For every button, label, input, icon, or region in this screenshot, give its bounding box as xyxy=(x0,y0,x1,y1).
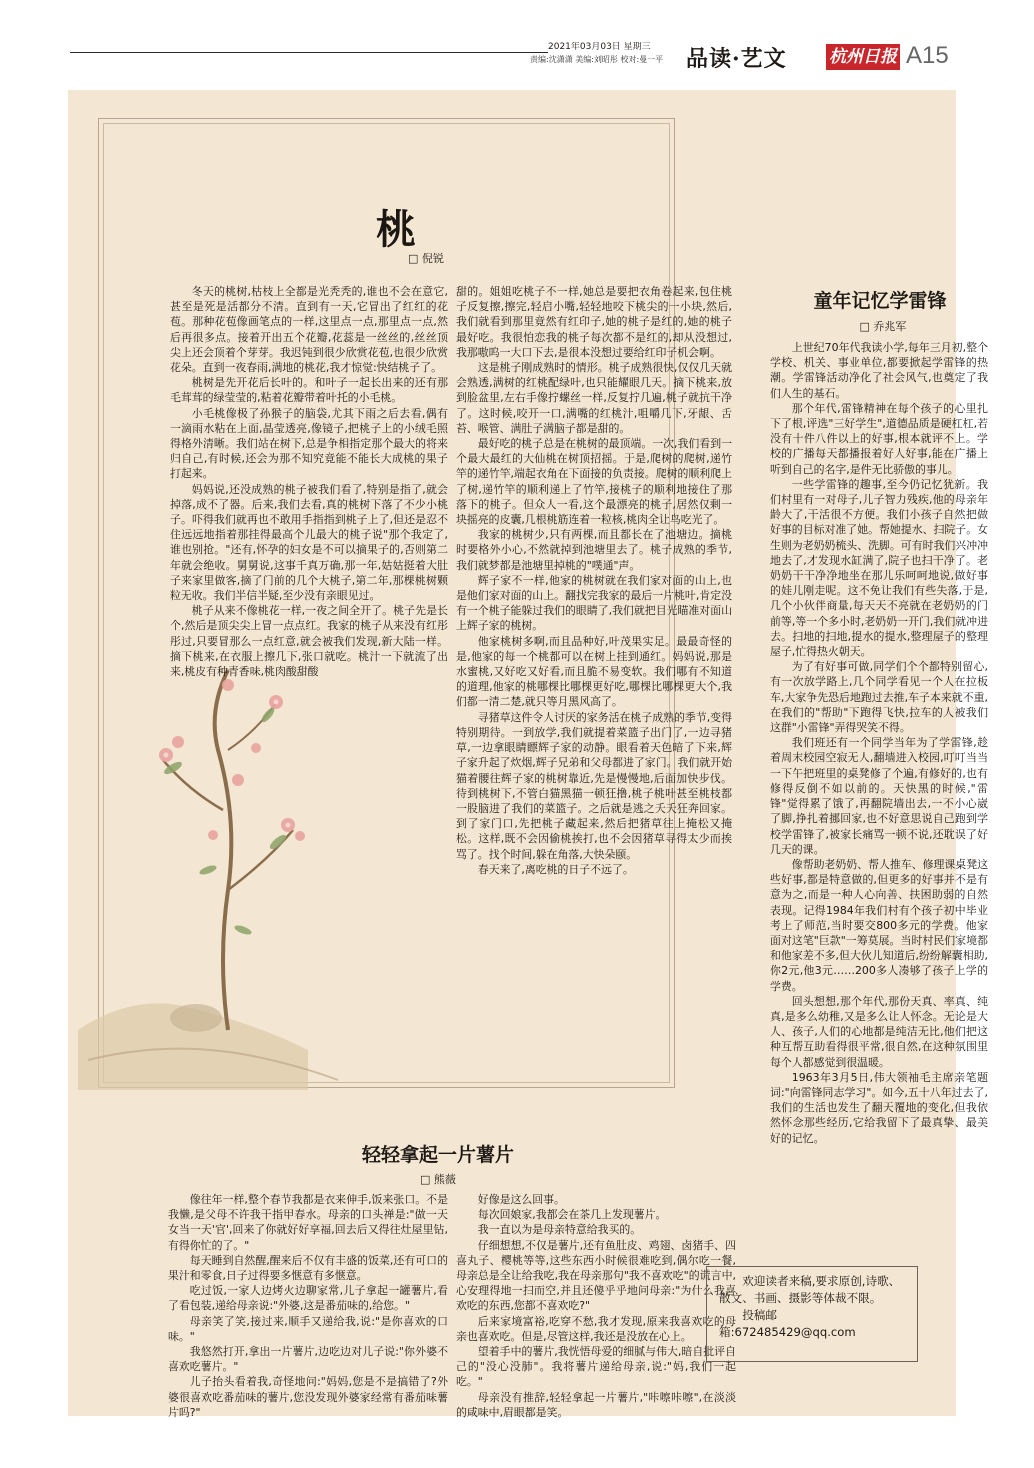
paragraph: 我一直以为是母亲特意给我买的。 xyxy=(477,1223,642,1237)
paragraph: 我悠然打开,拿出一片薯片,边吃边对儿子说:"你外婆不喜欢吃薯片。" xyxy=(168,1345,448,1374)
paragraph: 仔细想想,不仅是薯片,还有鱼肚皮、鸡翅、卤猪手、四喜丸子、樱桃等等,这些东西小时候很难吃到,偶尔吃一餐,母亲总是全让给我吃,我在母亲那句"我不喜欢吃"的谎言中,心安理得地一扫而空,并且还傻乎乎地问母亲:"为什么我喜欢吃的东西,您都不喜欢吃?" xyxy=(456,1238,736,1313)
paragraph: 吃过饭,一家人边烤火边聊家常,儿子拿起一罐薯片,看了看包装,递给母亲说:"外婆,这是番茄味的,给您。" xyxy=(168,1284,448,1313)
paragraph: 上世纪70年代我读小学,每年三月初,整个学校、机关、事业单位,都要掀起学雷锋的热潮。学雷锋活动净化了社会风气,也奠定了我们人生的基石。 xyxy=(770,341,988,400)
paragraph: 桃子从来不像桃花一样,一夜之间全开了。桃子先是长个,然后是顶尖尖上冒一点点红。我家的桃子从来没有红彤彤过,只要冒那么一点红意,就会被我们发现,新大陆一样。摘下桃来,在衣服上擦几下,张口就吃。桃汁一下就流了出来,桃皮有种青香味,桃肉酸甜酸 xyxy=(170,604,448,679)
tao-byline: □ 倪锐 xyxy=(408,252,444,265)
section-title: 品读·艺文 xyxy=(686,46,787,72)
paragraph: 他家桃树多啊,而且品种好,叶茂果实足。最最奇怪的是,他家的每一个桃都可以在树上挂到通红。妈妈说,那是水蜜桃,又好吃又好看,而且脆不易变软。我们哪有不知道的道理,他家的桃哪棵比哪棵更好吃,哪棵比哪棵更大个,我们都一清二楚,就只等月黑风高了。 xyxy=(456,634,732,709)
shupian-column-2 xyxy=(456,1192,736,1468)
masthead xyxy=(0,0,1034,82)
paragraph: 每天睡到自然醒,醒来后不仅有丰盛的饭菜,还有可口的果汁和零食,日子过得要多惬意有多惬意。 xyxy=(168,1253,448,1283)
tao-column-1 xyxy=(170,284,448,1004)
paragraph: 那个年代,雷锋精神在每个孩子的心里扎下了根,评选"三好学生",道德品质是硬杠杠,若没有十件八件以上的好事,根本就评不上。学校的广播每天都播报着好人好事,能在广播上听到自己的名字,是件无比骄傲的事儿。 xyxy=(770,401,988,476)
issue-date: 2021年03月03日 星期三 xyxy=(548,42,651,52)
paragraph: 寻猪草这件令人讨厌的家务活在桃子成熟的季节,变得特别期待。一到放学,我们就提着菜篮子出门了,一边寻猪草,一边拿眼睛瞟辉子家的动静。眼看着天色暗了下来,辉子家升起了炊烟,辉子兄弟和父母都进了家门。我们就开始猫着腰往辉子家的桃树靠近,先是慢慢地,后面加快步伐。待到桃树下,不管白猫黑猫一顿狂撸,桃子桃叶甚至桃枝都一股脑进了我们的菜篮子。之后就是逃之夭夭狂奔回家。到了家门口,先把桃子藏起来,然后把猪草往上掩松又掩松。这样,既不会因偷桃挨打,也不会因猪草寻得太少而挨骂了。找个时间,躲在角落,大快朵颐。 xyxy=(456,710,732,861)
paragraph: 回头想想,那个年代,那份天真、率真、纯真,是多么幼稚,又是多么让人怀念。无论是大人、孩子,人们的心地都是纯洁无比,他们把这种互帮互助看得很平常,很自然,在这种氛围里每个人都感觉到很温暖。 xyxy=(770,994,988,1069)
paragraph: 后来家境富裕,吃穿不愁,我才发现,原来我喜欢吃的母亲也喜欢吃。但是,尽管这样,我还是没放在心上。 xyxy=(456,1314,736,1343)
masthead-rule xyxy=(70,52,548,53)
paragraph: 儿子抬头看着我,奇怪地问:"妈妈,您是不是搞错了?外婆很喜欢吃番茄味的薯片,您没发现外婆家经常有番茄味薯片吗?" xyxy=(168,1375,448,1419)
paragraph: 我家的桃树少,只有两棵,而且都长在了池塘边。摘桃时要格外小心,不然就掉到池塘里去了。桃子成熟的季节,我们就梦都是池塘里掉桃的"噗通"声。 xyxy=(456,528,732,572)
paragraph: 最好吃的桃子总是在桃树的最顶端。一次,我们看到一个最大最红的大仙桃在树顶招摇。于是,爬树的爬树,递竹竿的递竹竿,端起衣角在下面接的负责接。爬树的顺利爬上了树,递竹竿的顺利递上了竹竿,接桃子的顺利地接住了那落下的桃子。但众人一看,这个最漂亮的桃子,居然仅剩一块摇亮的皮囊,几根桃筋连着一粒核,桃肉全让鸟吃光了。 xyxy=(456,437,732,527)
leifeng-byline: □ 乔兆军 xyxy=(859,320,907,333)
paragraph: 妈妈说,还没成熟的桃子被我们看了,特别是指了,就会掉落,成不了器。后来,我们去看,真的桃树下落了不少小桃子。吓得我们就再也不敢用手指指到桃子上了,但还是忍不住远远地指着那挂得最高个儿最大的桃子说"那个我定了,谁也别抢。"还有,怀孕的妇女是不可以摘果子的,否则第二年就会绝收。舅舅说,这事千真万确,那一年,姑姑挺着大肚子来家里做客,摘了门前的几个大桃子,第二年,那棵桃树颗粒无收。我们半信半疑,至少没有亲眼见过。 xyxy=(170,482,448,603)
tao-headline: 桃 xyxy=(376,206,416,253)
paragraph: 一些学雷锋的趣事,至今仍记忆犹新。我们村里有一对母子,儿子智力残疾,他的母亲年龄大了,干活很不方便。我们小孩子自然把做好事的目标对准了她。帮她提水、扫院子。女生则为老奶奶梳头、洗脚。可有时我们兴冲冲地去了,才发现水缸满了,院子也扫干净了。老奶奶干干净净地坐在那儿乐呵呵地说,做好事的娃儿刚走呢。这不免让我们有些失落,于是,几个小伙伴商量,每天天不亮就在老奶奶的门前等,等一个多小时,老奶奶一开门,我们就冲进去。扫地的扫地,提水的提水,整理屋子的整理屋子,忙得热火朝天。 xyxy=(770,477,988,659)
editor-credits: 责编:沈潇潇 美编:刘昭彤 校对:曼一平 xyxy=(530,55,664,64)
contribution-notice xyxy=(706,1266,918,1362)
tao-column-2 xyxy=(456,284,732,1084)
paragraph: 我们班还有一个同学当年为了学雷锋,趁着周末校园空寂无人,翻墙进入校园,叮叮当当一下午把班里的桌凳修了个遍,有修好的,也有修得反倒不如以前的。天快黑的时候,"雷锋"觉得累了饿了,再翻院墙出去,一不小心崴了脚,挣扎着挪回家,也不好意思说自己跑到学校学雷锋了,被家长痛骂一顿不说,还耽误了好几天的课。 xyxy=(770,736,988,856)
paragraph: 辉子家不一样,他家的桃树就在我们家对面的山上,也是他们家对面的山上。翻找完我家的最后一片桃叶,肯定没有一个桃子能躲过我们的眼睛了,我们就把目光瞄准对面山上辉子家的桃树。 xyxy=(456,573,732,633)
leifeng-column xyxy=(770,340,988,1360)
shupian-column-1 xyxy=(168,1192,448,1468)
contribution-email: 投稿邮箱:672485429@qq.com xyxy=(719,1308,856,1339)
paragraph: 冬天的桃树,枯枝上全都是光秃秃的,谁也不会在意它,甚至是死是活都分不清。直到有一天,它冒出了红红的花苞。那种花苞像画笔点的一样,这里点一点,那里点一点,然后再很多点。接着开出五个花瓣,花蕊是一丝丝的,丝丝顶尖上还会顶着个芽芽。我迟钝到很少欣赏花苞,也很少欣赏花朵。直到一夜春雨,满地的桃花,我才惊觉:快结桃子了。 xyxy=(170,285,448,375)
paragraph: 小毛桃像极了孙猴子的脑袋,尤其下雨之后去看,偶有一滴雨水粘在上面,晶莹透亮,像镜子,把桃子上的小绒毛照得格外清晰。我们站在树下,总是争相指定那个最大的将来归自己,有时候,还会为那不知究竟能不能长大成桃的果子打起来。 xyxy=(170,406,448,481)
paragraph: 甜的。姐姐吃桃子不一样,她总是要把衣角卷起来,包住桃子反复擦,擦完,轻启小嘴,轻轻地咬下桃尖的一小块,然后,我们就看到那里竟然有红印子,她的桃子是红的,她的桃子最好吃。我很怕恋我的桃子每次都不是红的,却从没想过,我那嗷呜一大口下去,是很本没想过要给红印子机会啊。 xyxy=(456,285,732,359)
paragraph: 好像是这么回事。 xyxy=(477,1193,565,1206)
contribution-text: 欢迎读者来稿,要求原创,诗歌、散文、书画、摄影等体裁不限。 xyxy=(719,1274,901,1305)
paragraph: 母亲笑了笑,接过来,顺手又递给我,说:"是你喜欢的口味。" xyxy=(168,1314,448,1343)
paragraph: 1963年3月5日,伟大领袖毛主席亲笔题词:"向雷锋同志学习"。如今,五十八年过去了,我们的生活也发生了翻天覆地的变化,但我依然怀念那些经历,它给我留下了最真挚、最美好的记忆。 xyxy=(770,1070,988,1145)
paragraph: 这是桃子刚成熟时的情形。桃子成熟很快,仅仅几天就会熟透,满树的红桃配绿叶,也只能耀眼几天。摘下桃来,放到脸盆里,左右手像拧螺丝一样,反复拧几遍,桃子就抗干净了。这时候,咬开一口,满嘴的红桃汁,咀嚼几下,牙龈、舌苔、喉管、满肚子满脑子都是甜的。 xyxy=(456,361,732,435)
paragraph: 母亲没有推辞,轻轻拿起一片薯片,"咔嚓咔嚓",在淡淡的咸味中,眉眼都是笑。 xyxy=(456,1390,736,1419)
paragraph: 为了有好事可做,同学们个个都特别留心,有一次放学路上,几个同学看见一个人在拉板车,大家争先恐后地跑过去推,车子本来就不重,在我们的"帮助"下跑得飞快,拉车的人被我们这群"小雷锋"弄得哭笑不得。 xyxy=(770,660,988,735)
paragraph: 像帮助老奶奶、帮人推车、修理课桌凳这些好事,都是特意做的,但更多的好事并不是有意为之,而是一种人心向善、扶困助弱的自然表现。记得1984年我们村有个孩子初中毕业考上了师范,当时要交800多元的学费。他家面对这笔"巨款"一筹莫展。当时村民们家境都和他家差不多,但大伙儿知道后,纷纷解囊相助,你2元,他3元……200多人凑够了孩子上学的学费。 xyxy=(770,857,988,993)
leifeng-headline: 童年记忆学雷锋 xyxy=(813,290,947,312)
paragraph: 桃树是先开花后长叶的。和叶子一起长出来的还有那毛茸茸的绿莹莹的,粘着花瓣带着叶托的小毛桃。 xyxy=(170,376,448,405)
paragraph: 望着手中的薯片,我恍悟母爱的细腻与伟大,暗自批评自己的"没心没肺"。我将薯片递给母亲,说:"妈,我们一起吃。" xyxy=(456,1345,736,1389)
paragraph: 春天来了,离吃桃的日子不远了。 xyxy=(477,862,634,876)
article-sheet xyxy=(68,90,988,1419)
newspaper-logo: 杭州日报 xyxy=(826,44,900,70)
shupian-byline: □ 熊薇 xyxy=(420,1173,456,1186)
paragraph: 像往年一样,整个春节我都是衣来伸手,饭来张口。不是我懒,是父母不许我干指甲春水。母亲的口头禅是:"做一天女当一天'官',回来了你就好好享福,回去后又得往灶屋里钻,有得你忙的了。" xyxy=(168,1193,448,1252)
page-number: A15 xyxy=(906,42,949,69)
shupian-headline: 轻轻拿起一片薯片 xyxy=(361,1144,514,1166)
paragraph: 每次回娘家,我都会在茶几上发现薯片。 xyxy=(477,1208,667,1222)
